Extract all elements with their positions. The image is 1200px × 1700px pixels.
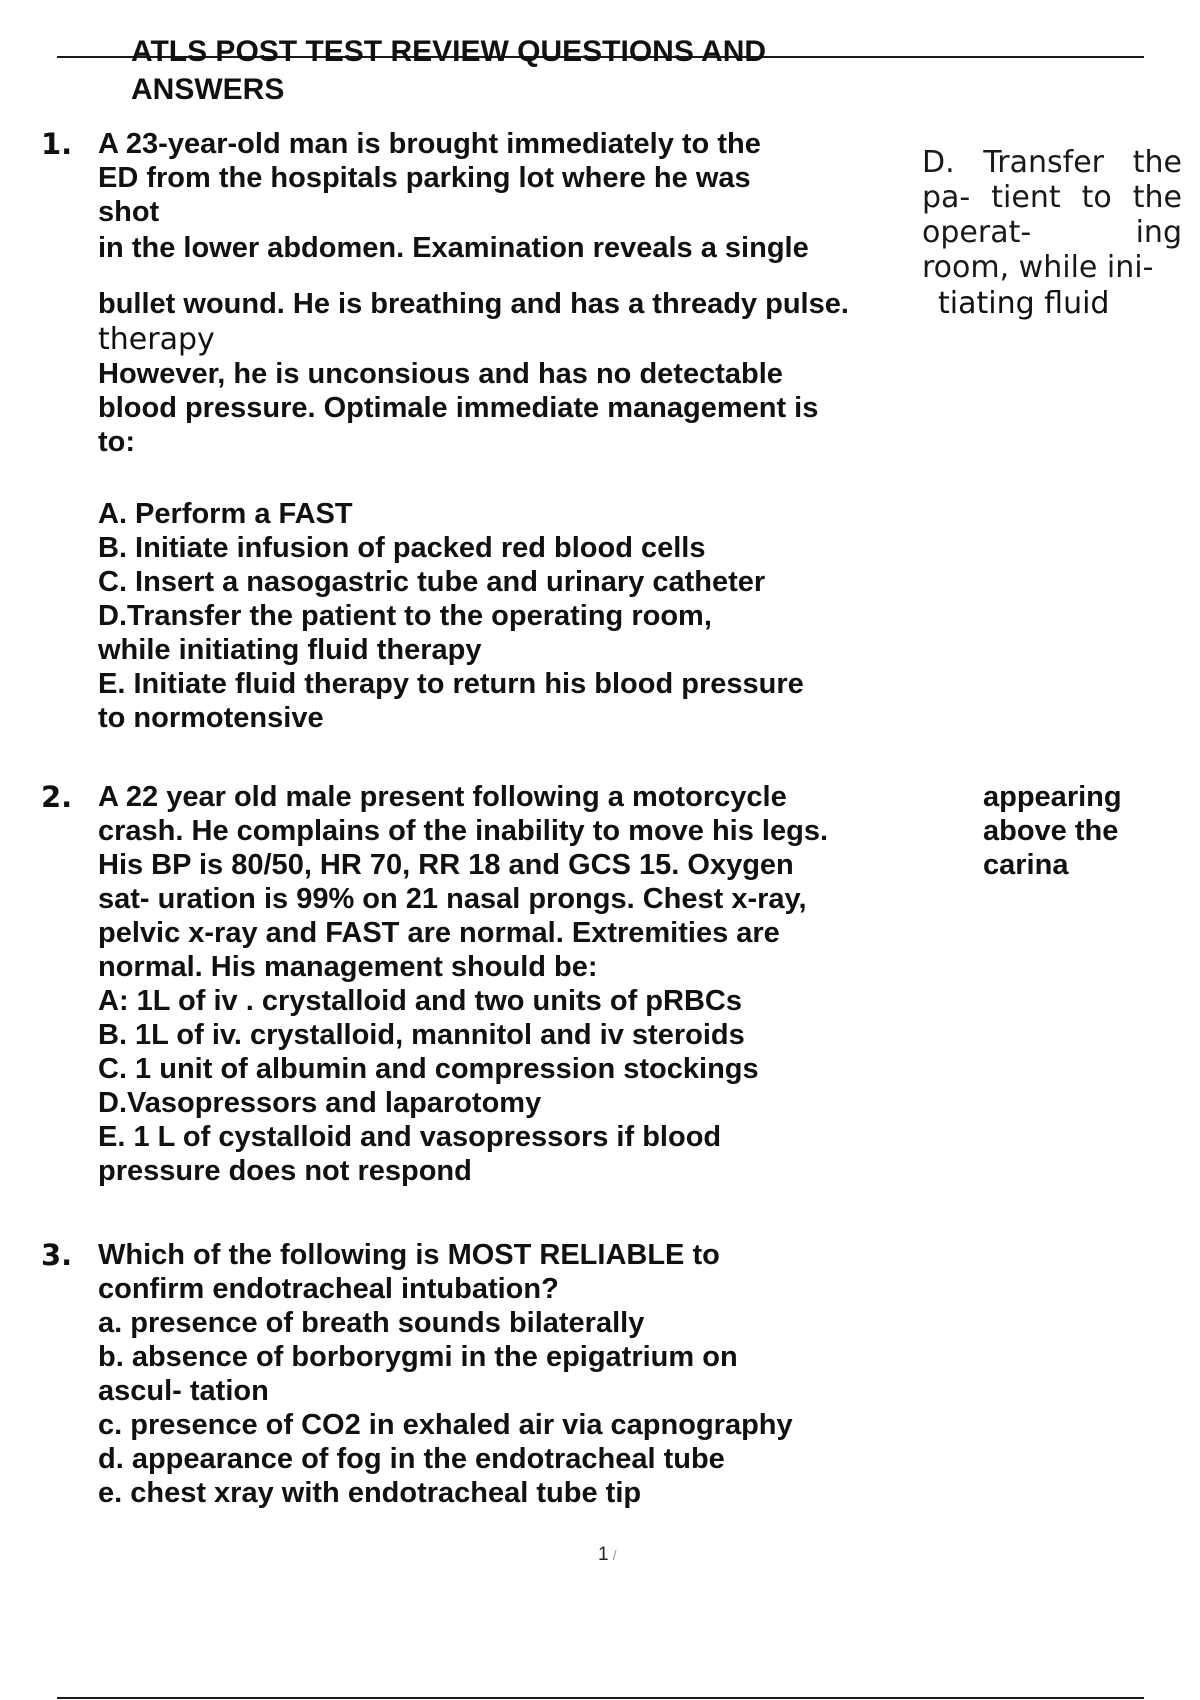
option: B. 1L of iv. crystalloid, mannitol and iv steroids	[98, 1019, 745, 1051]
question-number: 2.	[41, 780, 73, 814]
question-stem-line: shot	[98, 196, 160, 228]
option: while initiating fluid therapy	[98, 634, 482, 666]
question-stem-line: blood pressure. Optimale immediate management is	[98, 392, 819, 424]
option: to normotensive	[98, 702, 324, 734]
side-note-line: carina	[983, 849, 1069, 881]
question-number: 1.	[41, 127, 73, 161]
document-title	[131, 33, 766, 109]
option: D.Transfer the patient to the operating room,	[98, 600, 712, 632]
question-stem-line: Which of the following is MOST RELIABLE to	[98, 1239, 720, 1271]
answer-continuation: tiating fluid	[938, 286, 1110, 321]
option: C. Insert a nasogastric tube and urinary catheter	[98, 566, 766, 598]
option: c. presence of CO2 in exhaled air via capnography	[98, 1409, 793, 1441]
question-stem-line: normal. His management should be:	[98, 951, 598, 983]
option: b. absence of borborygmi in the epigatrium on	[98, 1341, 738, 1373]
option: A: 1L of iv . crystalloid and two units of pRBCs	[98, 985, 742, 1017]
question-stem-line: confirm endotracheal intubation?	[98, 1273, 559, 1305]
question-2	[98, 780, 918, 1188]
page-number-suffix: /	[612, 1547, 617, 1563]
question-stem-line: sat- uration is 99% on 21 nasal prongs. Chest x-ray,	[98, 883, 807, 915]
side-note-line: above the	[983, 815, 1119, 847]
question-stem-line: pelvic x-ray and FAST are normal. Extremities are	[98, 917, 780, 949]
answer-line: pa- tient to the	[922, 180, 1182, 215]
question-stem-line: ED from the hospitals parking lot where he was	[98, 162, 751, 194]
answer-continuation: therapy	[98, 322, 215, 357]
bottom-rule	[57, 1697, 1144, 1699]
option: ascul- tation	[98, 1375, 269, 1407]
option: E. Initiate fluid therapy to return his blood pressure	[98, 668, 804, 700]
option: pressure does not respond	[98, 1155, 472, 1187]
question-3	[98, 1238, 918, 1510]
question-stem-line: His BP is 80/50, HR 70, RR 18 and GCS 15. Oxygen	[98, 849, 794, 881]
option: B. Initiate infusion of packed red blood cells	[98, 532, 706, 564]
question-1-options	[98, 497, 918, 735]
question-stem-line: A 22 year old male present following a motorcycle	[98, 781, 787, 813]
option: a. presence of breath sounds bilaterally	[98, 1307, 645, 1339]
option: C. 1 unit of albumin and compression stockings	[98, 1053, 759, 1085]
question-stem-line: to:	[98, 426, 136, 458]
side-note-line: appearing	[983, 781, 1122, 813]
page-number: 1 /	[598, 1544, 617, 1565]
question-stem-line: A 23-year-old man is brought immediately to the	[98, 128, 761, 160]
question-stem-line: in the lower abdomen. Examination reveals a single	[98, 232, 809, 264]
title-line: ANSWERS	[131, 73, 285, 106]
title-line: ATLS POST TEST REVIEW QUESTIONS AND	[131, 35, 767, 68]
question-1	[98, 127, 918, 265]
question-stem-line: bullet wound. He is breathing and has a thready pulse.	[98, 288, 849, 320]
answer-line: D. Transfer the	[922, 145, 1182, 180]
answer-line: operat- ing	[922, 215, 1182, 250]
side-note	[983, 780, 1122, 882]
question-stem-line: However, he is unconsious and has no detectable	[98, 358, 783, 390]
answer-column	[922, 145, 1182, 285]
question-number: 3.	[41, 1238, 73, 1272]
option: e. chest xray with endotracheal tube tip	[98, 1477, 642, 1509]
option: d. appearance of fog in the endotracheal tube	[98, 1443, 725, 1475]
option: A. Perform a FAST	[98, 498, 353, 530]
answer-line: room, while ini-	[922, 250, 1154, 285]
option: D.Vasopressors and laparotomy	[98, 1087, 542, 1119]
question-1-continued	[98, 357, 918, 459]
option: E. 1 L of cystalloid and vasopressors if blood	[98, 1121, 722, 1153]
question-stem-line: crash. He complains of the inability to move his legs.	[98, 815, 829, 847]
